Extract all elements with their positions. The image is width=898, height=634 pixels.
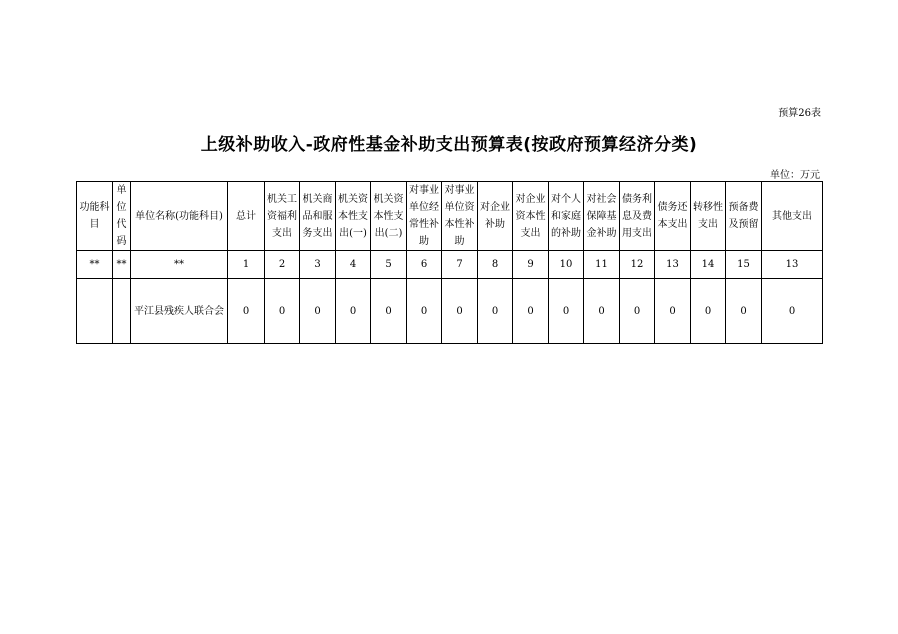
header-cell: 对事业单位资本性补助 (442, 182, 478, 251)
value-cell: 0 (336, 279, 371, 344)
value-cell: 0 (300, 279, 336, 344)
value-cell: 0 (228, 279, 265, 344)
index-cell: 13 (762, 251, 823, 279)
index-cell: 5 (371, 251, 407, 279)
header-cell: 债务利息及费用支出 (620, 182, 655, 251)
value-cell: 0 (726, 279, 762, 344)
header-cell: 机关资本性支出(一) (336, 182, 371, 251)
index-cell: 10 (549, 251, 584, 279)
index-cell: 1 (228, 251, 265, 279)
value-cell: 0 (620, 279, 655, 344)
index-cell: 11 (584, 251, 620, 279)
unit-code-cell (113, 279, 131, 344)
value-cell: 0 (407, 279, 442, 344)
value-cell: 0 (584, 279, 620, 344)
index-row (77, 251, 823, 279)
index-cell: 6 (407, 251, 442, 279)
index-cell: 9 (513, 251, 549, 279)
header-cell: 对个人和家庭的补助 (549, 182, 584, 251)
header-cell: 单位代码 (113, 182, 131, 251)
value-cell: 0 (691, 279, 726, 344)
index-cell: 14 (691, 251, 726, 279)
table-row (77, 279, 823, 344)
value-cell: 0 (371, 279, 407, 344)
index-cell: 7 (442, 251, 478, 279)
header-cell: 对企业补助 (478, 182, 513, 251)
header-row (77, 182, 823, 251)
header-cell: 对社会保障基金补助 (584, 182, 620, 251)
func-subject-cell (77, 279, 113, 344)
value-cell: 0 (265, 279, 300, 344)
header-cell: 机关资本性支出(二) (371, 182, 407, 251)
form-number: 预算26表 (778, 108, 821, 119)
index-cell: ** (113, 251, 131, 279)
value-cell: 0 (513, 279, 549, 344)
index-cell: 2 (265, 251, 300, 279)
index-cell: ** (131, 251, 228, 279)
value-cell: 0 (655, 279, 691, 344)
index-cell: 8 (478, 251, 513, 279)
value-cell: 0 (549, 279, 584, 344)
unit-label: 单位：万元 (770, 170, 820, 181)
index-cell: 15 (726, 251, 762, 279)
header-cell: 机关工资福利支出 (265, 182, 300, 251)
index-cell: 3 (300, 251, 336, 279)
value-cell: 0 (478, 279, 513, 344)
header-cell: 机关商品和服务支出 (300, 182, 336, 251)
budget-table (76, 181, 823, 344)
header-cell: 债务还本支出 (655, 182, 691, 251)
unit-name-cell: 平江县残疾人联合会 (131, 279, 228, 344)
index-cell: 13 (655, 251, 691, 279)
index-cell: 4 (336, 251, 371, 279)
header-cell: 预备费及预留 (726, 182, 762, 251)
header-cell: 对事业单位经常性补助 (407, 182, 442, 251)
value-cell: 0 (442, 279, 478, 344)
header-cell: 对企业资本性支出 (513, 182, 549, 251)
index-cell: 12 (620, 251, 655, 279)
header-cell: 总计 (228, 182, 265, 251)
value-cell: 0 (762, 279, 823, 344)
header-cell: 单位名称(功能科目) (131, 182, 228, 251)
header-cell: 功能科目 (77, 182, 113, 251)
header-cell: 转移性支出 (691, 182, 726, 251)
page-title: 上级补助收入-政府性基金补助支出预算表(按政府预算经济分类) (200, 135, 698, 155)
index-cell: ** (77, 251, 113, 279)
header-cell: 其他支出 (762, 182, 823, 251)
